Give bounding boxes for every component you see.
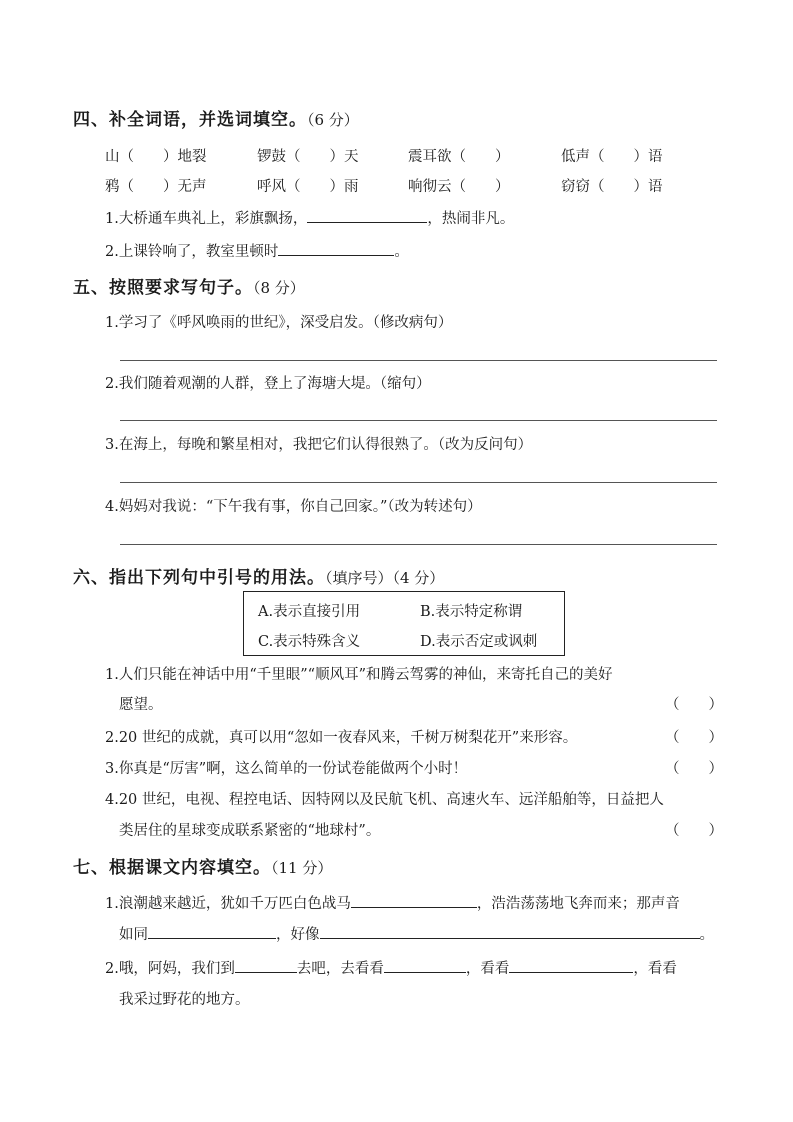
recall-question-1-line1: 1.浪潮越来越近，犹如千万匹白色战马 ，浩浩荡荡地飞奔而来；那声音 <box>105 891 680 913</box>
word-item: 震耳欲（ ） <box>408 149 510 165</box>
answer-blank[interactable] <box>351 891 477 908</box>
answer-blank[interactable] <box>509 956 633 973</box>
section5-title: 五、按照要求写句子。（8 分） <box>73 278 305 298</box>
answer-blank[interactable] <box>278 239 394 256</box>
option-b: B.表示特定称谓 <box>420 604 523 620</box>
quote-question-2: 2.20 世纪的成就，真可以用“忽如一夜春风来，千树万树梨花开”来形容。 <box>105 730 578 746</box>
word-item: 窃窃（ ）语 <box>561 179 663 195</box>
answer-line[interactable] <box>120 360 717 361</box>
recall-question-2-line1: 2.哦，阿妈，我们到 去吧，去看看 ，看看 ，看看 <box>105 956 677 978</box>
answer-blank[interactable] <box>384 956 466 973</box>
answer-blank[interactable] <box>148 922 276 939</box>
quote-question-1-line2: 愿望。 <box>119 697 163 713</box>
recall-question-1-line2: 如同 ，好像 。 <box>119 922 714 944</box>
section4-title: 四、补全词语，并选词填空。（6 分） <box>73 110 359 130</box>
word-item: 呼风（ ）雨 <box>257 179 359 195</box>
quote-question-1-line1: 1.人们只能在神话中用“千里眼”“顺风耳”和腾云驾雾的神仙，来寄托自己的美好 <box>105 667 613 683</box>
word-item: 山（ ）地裂 <box>105 149 207 165</box>
word-item: 低声（ ）语 <box>561 149 663 165</box>
option-a: A.表示直接引用 <box>258 604 361 620</box>
rewrite-question-3: 3.在海上，每晚和繁星相对，我把它们认得很熟了。（改为反问句） <box>105 437 533 453</box>
recall-question-2-line2: 我采过野花的地方。 <box>119 992 250 1008</box>
answer-line[interactable] <box>120 482 717 483</box>
fill-question-1: 1.大桥通车典礼上，彩旗飘扬， ，热闹非凡。 <box>105 206 514 228</box>
rewrite-question-2: 2.我们随着观潮的人群，登上了海塘大堤。（缩句） <box>105 376 431 392</box>
section7-title: 七、根据课文内容填空。（11 分） <box>73 858 333 878</box>
answer-paren[interactable]: （ ） <box>665 823 723 839</box>
section6-title: 六、指出下列句中引号的用法。（填序号）（4 分） <box>73 568 445 588</box>
answer-paren[interactable]: （ ） <box>665 697 723 713</box>
answer-blank[interactable] <box>307 206 427 223</box>
options-legend-box <box>243 591 565 656</box>
rewrite-question-4: 4.妈妈对我说：“下午我有事，你自己回家。”（改为转述句） <box>105 499 482 515</box>
option-d: D.表示否定或讽刺 <box>420 634 538 650</box>
quote-question-4-line2: 类居住的星球变成联系紧密的“地球村”。 <box>119 823 381 839</box>
answer-paren[interactable]: （ ） <box>665 761 723 777</box>
quote-question-4-line1: 4.20 世纪，电视、程控电话、因特网以及民航飞机、高速火车、远洋船舶等，日益把人 <box>105 792 664 808</box>
answer-blank[interactable] <box>320 922 700 939</box>
quote-question-3: 3.你真是“厉害”啊，这么简单的一份试卷能做两个小时！ <box>105 761 468 777</box>
answer-paren[interactable]: （ ） <box>665 730 723 746</box>
answer-line[interactable] <box>120 420 717 421</box>
option-c: C.表示特殊含义 <box>258 634 361 650</box>
word-item: 响彻云（ ） <box>408 179 510 195</box>
answer-blank[interactable] <box>235 956 297 973</box>
word-item: 锣鼓（ ）天 <box>257 149 359 165</box>
fill-question-2: 2.上课铃响了，教室里顿时 。 <box>105 239 409 261</box>
rewrite-question-1: 1.学习了《呼风唤雨的世纪》，深受启发。（修改病句） <box>105 315 453 331</box>
word-item: 鸦（ ）无声 <box>105 179 207 195</box>
answer-line[interactable] <box>120 544 717 545</box>
